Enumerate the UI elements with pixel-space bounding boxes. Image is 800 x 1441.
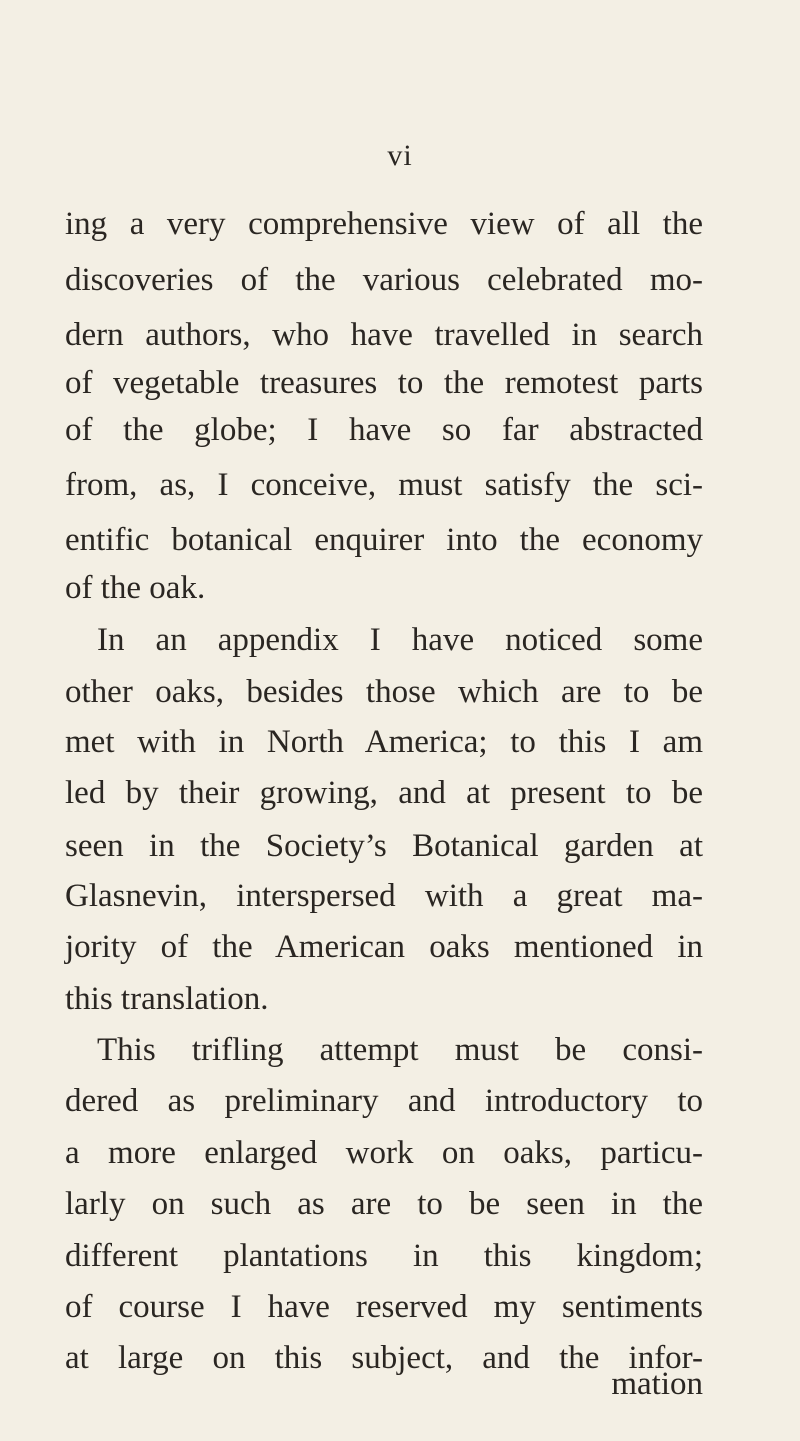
- text-line: met with in North America; to this I am: [65, 724, 703, 760]
- text-line: Glasnevin, interspersed with a great ma-: [65, 878, 703, 914]
- text-line: discoveries of the various celebrated mo-: [65, 262, 703, 298]
- text-line: In an appendix I have noticed some: [97, 622, 703, 658]
- text-line: dern authors, who have travelled in search: [65, 317, 703, 353]
- text-line: of the globe; I have so far abstracted: [65, 412, 703, 448]
- text-line: of course I have reserved my sentiments: [65, 1289, 703, 1325]
- text-line: from, as, I conceive, must satisfy the sci-: [65, 467, 703, 503]
- text-line: ing a very comprehensive view of all the: [65, 206, 703, 242]
- text-line: dered as preliminary and introductory to: [65, 1083, 703, 1119]
- text-line: entific botanical enquirer into the economy: [65, 522, 703, 558]
- text-line: of vegetable treasures to the remotest parts: [65, 365, 703, 401]
- text-line: a more enlarged work on oaks, particu-: [65, 1135, 703, 1171]
- text-line: jority of the American oaks mentioned in: [65, 929, 703, 965]
- text-line: other oaks, besides those which are to be: [65, 674, 703, 710]
- text-line: at large on this subject, and the infor-: [65, 1340, 703, 1376]
- text-line: different plantations in this kingdom;: [65, 1238, 703, 1274]
- text-line: this translation.: [65, 981, 269, 1017]
- page-number: vi: [387, 139, 413, 172]
- text-line: led by their growing, and at present to be: [65, 775, 703, 811]
- text-line: larly on such as are to be seen in the: [65, 1186, 703, 1222]
- text-line: This trifling attempt must be consi-: [97, 1032, 703, 1068]
- text-line: seen in the Society’s Botanical garden at: [65, 828, 703, 864]
- text-line: of the oak.: [65, 570, 206, 606]
- catchword: mation: [611, 1366, 703, 1402]
